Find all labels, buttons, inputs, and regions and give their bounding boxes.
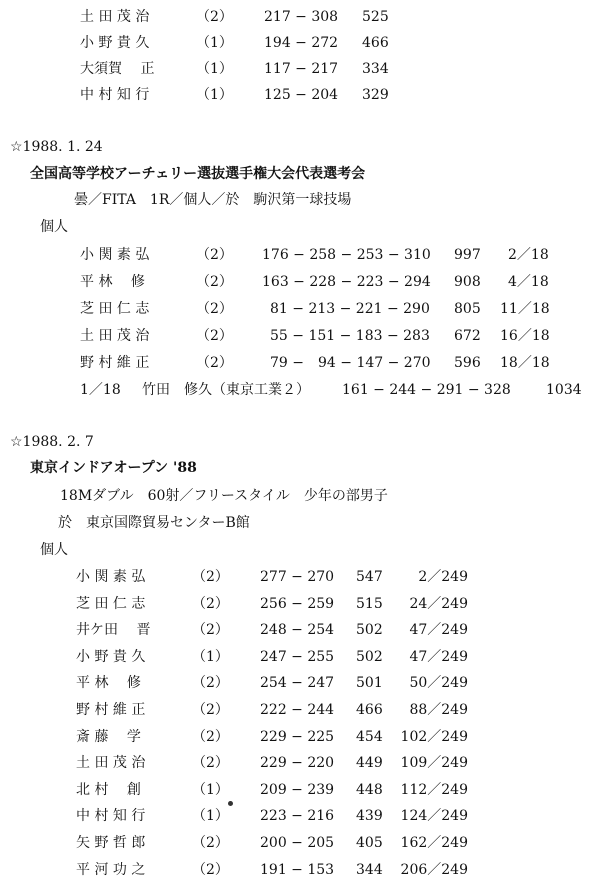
total-score: 334 [362,61,389,77]
athlete-grade: （1） [192,648,229,665]
score-breakdown: 254 − 247 [260,675,335,692]
event-title: 全国高等学校アーチェリー選抜選手権大会代表選考会 [30,166,366,182]
score-breakdown: 194 − 272 [264,35,339,51]
athlete-grade: （1） [196,35,233,51]
rank: 18／18 [500,355,550,371]
total-score: 405 [356,835,383,851]
athlete-name: 北 村 創 [76,781,141,798]
athlete-name: 小 関 素 弘 [76,569,146,585]
score-breakdown: 277 − 270 [260,569,335,585]
athlete-grade: （1） [196,87,233,103]
score-breakdown: 117 − 217 [264,61,339,77]
athlete-name: 中 村 知 行 [76,808,146,825]
total-score: 448 [356,781,383,798]
athlete-name: 中 村 知 行 [80,87,150,103]
rank: 24／249 [409,595,468,612]
athlete-grade: （1） [196,61,233,77]
rank: 16／18 [500,328,550,344]
rank: 4／18 [508,274,549,290]
athlete-name: 野 村 維 正 [76,702,146,718]
athlete-grade: （2） [192,622,229,639]
rank: 50／249 [409,675,468,692]
athlete-grade: （2） [196,355,233,371]
score-breakdown: 176 − 258 − 253 − 310 [262,247,431,263]
score-breakdown: 79 − 94 − 147 − 270 [270,355,431,371]
athlete-name: 小 野 貴 久 [80,35,150,51]
rank: 162／249 [400,835,468,851]
total-score: 454 [356,728,383,745]
rank: 102／249 [400,728,468,745]
score-breakdown: 191 − 153 [260,861,335,878]
athlete-name: 小 野 貴 久 [76,648,146,665]
athlete-name: 土 田 茂 治 [80,328,150,344]
winner-name: 竹田 修久（東京工業２） [142,382,310,398]
athlete-grade: （2） [192,675,229,692]
athlete-name: 平 林 修 [80,274,145,290]
winner-rank: 1／18 [80,382,121,398]
athlete-grade: （2） [192,702,229,718]
score-breakdown: 229 − 225 [260,728,335,745]
score-breakdown: 55 − 151 − 183 − 283 [270,328,430,344]
total-score: 449 [356,755,383,772]
score-breakdown: 163 − 228 − 223 − 294 [262,274,431,290]
athlete-grade: （2） [192,569,229,585]
total-score: 439 [356,808,383,825]
total-score: 515 [356,595,383,612]
athlete-grade: （2） [192,755,229,772]
athlete-grade: （2） [196,328,233,344]
athlete-grade: （2） [196,247,233,263]
athlete-grade: （2） [196,301,233,317]
score-breakdown: 209 − 239 [260,781,335,798]
athlete-grade: （2） [192,861,229,878]
athlete-grade: （1） [192,808,229,825]
athlete-grade: （2） [196,274,233,290]
ink-speck [228,801,233,806]
event-date: ☆1988. 1. 24 [10,139,103,155]
rank: 112／249 [400,781,468,798]
rank: 88／249 [409,702,468,718]
score-breakdown: 217 − 308 [264,9,339,25]
winner-total: 1034 [546,382,582,398]
total-score: 547 [356,569,383,585]
total-score: 466 [356,702,383,718]
score-breakdown: 248 − 254 [260,622,335,639]
rank: 124／249 [400,808,468,825]
athlete-name: 斎 藤 学 [76,728,141,745]
athlete-name: 小 関 素 弘 [80,247,150,263]
athlete-name: 大須賀 正 [80,61,155,77]
score-breakdown: 223 − 216 [260,808,335,825]
athlete-name: 野 村 維 正 [80,355,150,371]
total-score: 502 [356,648,383,665]
athlete-grade: （2） [192,728,229,745]
athlete-grade: （1） [192,781,229,798]
event-conditions: 曇／FITA 1R／個人／於 駒沢第一球技場 [74,192,352,208]
total-score: 466 [362,35,389,51]
rank: 109／249 [400,755,468,772]
score-breakdown: 256 − 259 [260,595,335,612]
athlete-grade: （2） [196,9,233,25]
score-breakdown: 200 − 205 [260,835,335,851]
event-title: 東京インドアオープン '88 [30,460,197,476]
total-score: 502 [356,622,383,639]
athlete-name: 芝 田 仁 志 [80,301,150,317]
athlete-grade: （2） [192,595,229,612]
total-score: 329 [362,87,389,103]
total-score: 525 [362,9,389,25]
score-breakdown: 222 − 244 [260,702,335,718]
event-date: ☆1988. 2. 7 [10,434,94,450]
score-breakdown: 81 − 213 − 221 − 290 [270,301,430,317]
event-venue: 於 東京国際貿易センターB館 [58,515,250,531]
total-score: 997 [454,247,481,263]
rank: 2／249 [418,569,468,585]
athlete-grade: （2） [192,835,229,851]
athlete-name: 矢 野 哲 郎 [76,835,146,851]
athlete-name: 土 田 茂 治 [76,755,146,772]
winner-scores: 161 − 244 − 291 − 328 [342,382,511,398]
score-breakdown: 247 − 255 [260,648,335,665]
total-score: 596 [454,355,481,371]
category-label: 個人 [40,542,68,558]
rank: 206／249 [400,861,468,878]
total-score: 344 [356,861,383,878]
total-score: 501 [356,675,383,692]
rank: 2／18 [508,247,549,263]
score-breakdown: 229 − 220 [260,755,335,772]
event-conditions: 18Mダブル 60射／フリースタイル 少年の部男子 [60,488,388,504]
rank: 47／249 [409,648,468,665]
athlete-name: 土 田 茂 治 [80,9,150,25]
athlete-name: 井ケ田 晋 [76,622,151,639]
total-score: 908 [454,274,481,290]
score-breakdown: 125 − 204 [264,87,339,103]
total-score: 672 [454,328,481,344]
rank: 47／249 [409,622,468,639]
athlete-name: 平 林 修 [76,675,141,692]
rank: 11／18 [500,301,550,317]
total-score: 805 [454,301,481,317]
category-label: 個人 [40,219,68,235]
athlete-name: 平 河 功 之 [76,861,146,878]
athlete-name: 芝 田 仁 志 [76,595,146,612]
